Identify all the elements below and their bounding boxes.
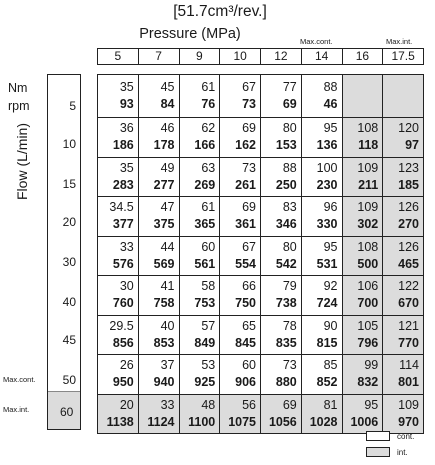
torque-value: 73 bbox=[282, 358, 297, 373]
table-cell bbox=[179, 355, 220, 395]
table-cell bbox=[98, 118, 139, 158]
speed-value: 576 bbox=[112, 256, 134, 271]
table-row bbox=[98, 157, 424, 197]
speed-value: 377 bbox=[112, 217, 134, 232]
speed-value: 261 bbox=[235, 177, 256, 192]
table-cell bbox=[98, 315, 139, 355]
speed-value: 283 bbox=[112, 177, 134, 192]
table-cell bbox=[383, 236, 424, 276]
torque-value: 96 bbox=[323, 200, 338, 215]
speed-value: 569 bbox=[153, 256, 175, 271]
speed-value: 1028 bbox=[309, 414, 338, 429]
flow-value: 50 bbox=[62, 373, 76, 387]
table-cell bbox=[261, 118, 302, 158]
table-cell bbox=[98, 276, 139, 316]
torque-value: 108 bbox=[357, 239, 379, 254]
speed-value: 849 bbox=[194, 335, 216, 350]
table-cell bbox=[179, 197, 220, 237]
torque-value: 109 bbox=[357, 200, 379, 215]
table-cell bbox=[261, 315, 302, 355]
table-cell bbox=[138, 276, 179, 316]
table-cell bbox=[179, 75, 220, 118]
pressure-header-cell: 14 bbox=[301, 49, 342, 64]
table-cell bbox=[138, 118, 179, 158]
torque-value: 60 bbox=[242, 358, 256, 373]
speed-value: 118 bbox=[358, 138, 379, 153]
pressure-header-cell: 12 bbox=[260, 49, 301, 64]
table-row bbox=[98, 355, 424, 395]
speed-unit-label: rpm bbox=[8, 99, 30, 113]
speed-value: 760 bbox=[112, 296, 134, 311]
torque-value: 123 bbox=[398, 160, 419, 175]
table-cell bbox=[98, 75, 139, 118]
table-cell bbox=[383, 315, 424, 355]
torque-value: 56 bbox=[242, 397, 256, 412]
flow-value: 10 bbox=[62, 137, 76, 151]
table-cell bbox=[383, 157, 424, 197]
table-cell bbox=[261, 75, 302, 118]
speed-value: 724 bbox=[316, 296, 338, 311]
table-cell bbox=[220, 157, 261, 197]
table-row bbox=[98, 197, 424, 237]
torque-value: 99 bbox=[364, 358, 379, 373]
table-cell bbox=[383, 276, 424, 316]
torque-value: 48 bbox=[201, 397, 216, 412]
torque-value: 95 bbox=[323, 239, 338, 254]
torque-value: 81 bbox=[323, 397, 338, 412]
table-cell bbox=[220, 118, 261, 158]
speed-value: 853 bbox=[153, 335, 175, 350]
pressure-header-cell: 5 bbox=[114, 49, 122, 63]
speed-value: 1138 bbox=[106, 414, 134, 429]
max-cont-flow-label: Max.cont. bbox=[3, 375, 36, 384]
speed-value: 1100 bbox=[188, 414, 216, 429]
speed-value: 97 bbox=[405, 138, 419, 153]
speed-value: 330 bbox=[316, 217, 338, 232]
speed-value: 852 bbox=[316, 375, 338, 390]
table-cell bbox=[220, 236, 261, 276]
torque-value: 45 bbox=[160, 80, 175, 94]
speed-value: 758 bbox=[153, 296, 175, 311]
torque-value: 40 bbox=[160, 318, 175, 333]
table-cell bbox=[220, 315, 261, 355]
table-cell bbox=[301, 157, 342, 197]
pressure-header-row bbox=[97, 48, 424, 65]
table-cell bbox=[261, 394, 302, 434]
speed-value: 76 bbox=[201, 97, 216, 111]
flow-value-column bbox=[47, 74, 81, 430]
speed-value: 84 bbox=[160, 97, 175, 111]
torque-value: 67 bbox=[242, 80, 256, 94]
flow-value: 20 bbox=[62, 215, 76, 229]
table-cell bbox=[383, 394, 424, 434]
torque-value: 37 bbox=[160, 358, 175, 373]
table-row bbox=[98, 315, 424, 355]
torque-value: 80 bbox=[282, 121, 297, 136]
torque-value: 83 bbox=[282, 200, 297, 215]
speed-value: 801 bbox=[398, 375, 419, 390]
table-cell bbox=[301, 276, 342, 316]
speed-value: 361 bbox=[235, 217, 256, 232]
torque-value: 46 bbox=[160, 121, 175, 136]
torque-value: 33 bbox=[160, 397, 175, 412]
speed-value: 270 bbox=[398, 217, 419, 232]
speed-value: 835 bbox=[275, 335, 297, 350]
table-cell bbox=[179, 236, 220, 276]
speed-value: 153 bbox=[275, 138, 297, 153]
table-cell bbox=[220, 197, 261, 237]
torque-value: 41 bbox=[160, 279, 175, 294]
table-cell bbox=[220, 276, 261, 316]
speed-value: 365 bbox=[194, 217, 216, 232]
table-cell bbox=[301, 355, 342, 395]
pressure-header-cell: 16 bbox=[342, 49, 383, 64]
torque-value: 69 bbox=[282, 397, 297, 412]
table-cell bbox=[179, 276, 220, 316]
table-cell bbox=[98, 236, 139, 276]
speed-value: 950 bbox=[112, 375, 134, 390]
table-row bbox=[98, 75, 424, 118]
table-cell bbox=[301, 75, 342, 118]
torque-value: 20 bbox=[119, 397, 134, 412]
torque-value: 77 bbox=[282, 80, 297, 94]
speed-value: 880 bbox=[275, 375, 297, 390]
displacement-title: [51.7cm³/rev.] bbox=[173, 3, 267, 20]
legend-int-swatch bbox=[366, 447, 390, 457]
table-cell bbox=[220, 75, 261, 118]
table-cell bbox=[98, 394, 139, 434]
torque-unit-label: Nm bbox=[8, 81, 28, 95]
torque-value: 88 bbox=[323, 80, 338, 94]
speed-value: 815 bbox=[316, 335, 338, 350]
torque-value: 57 bbox=[201, 318, 216, 333]
torque-value: 105 bbox=[357, 318, 379, 333]
table-cell bbox=[383, 355, 424, 395]
torque-value: 121 bbox=[398, 318, 419, 333]
speed-value: 465 bbox=[398, 256, 419, 271]
table-cell bbox=[261, 197, 302, 237]
table-cell bbox=[301, 236, 342, 276]
speed-value: 269 bbox=[194, 177, 216, 192]
table-cell bbox=[342, 236, 383, 276]
torque-value: 30 bbox=[119, 279, 134, 294]
table-cell bbox=[220, 394, 261, 434]
table-cell bbox=[179, 315, 220, 355]
table-cell bbox=[261, 276, 302, 316]
torque-value: 92 bbox=[323, 279, 338, 294]
torque-value: 53 bbox=[201, 358, 216, 373]
speed-value: 1056 bbox=[268, 414, 297, 429]
max-int-pressure-note: Max.int. bbox=[386, 37, 413, 46]
torque-value: 61 bbox=[201, 200, 216, 215]
speed-value: 136 bbox=[316, 138, 338, 153]
speed-value: 970 bbox=[398, 414, 419, 429]
table-cell bbox=[98, 197, 139, 237]
torque-value: 122 bbox=[398, 279, 419, 294]
table-cell bbox=[138, 355, 179, 395]
pressure-header-cell: 10 bbox=[219, 49, 260, 64]
table-cell bbox=[342, 157, 383, 197]
torque-value: 95 bbox=[323, 121, 338, 136]
table-row bbox=[98, 394, 424, 434]
speed-value: 561 bbox=[194, 256, 216, 271]
torque-value: 126 bbox=[398, 200, 419, 215]
flow-value: 45 bbox=[62, 333, 76, 347]
torque-value: 29.5 bbox=[109, 318, 134, 333]
table-cell bbox=[98, 157, 139, 197]
speed-value: 375 bbox=[153, 217, 175, 232]
torque-value: 106 bbox=[357, 279, 379, 294]
speed-value: 925 bbox=[194, 375, 216, 390]
pressure-header-cell: 7 bbox=[138, 49, 179, 64]
speed-value: 1006 bbox=[350, 414, 379, 429]
torque-value: 90 bbox=[323, 318, 338, 333]
torque-value: 58 bbox=[201, 279, 216, 294]
performance-table bbox=[97, 74, 424, 434]
speed-value: 738 bbox=[275, 296, 297, 311]
torque-value: 44 bbox=[160, 239, 175, 254]
table-cell bbox=[98, 355, 139, 395]
table-cell bbox=[179, 118, 220, 158]
flow-value: 5 bbox=[69, 99, 76, 113]
torque-value: 49 bbox=[160, 160, 175, 175]
torque-value: 80 bbox=[282, 239, 297, 254]
torque-value: 66 bbox=[242, 279, 256, 294]
speed-value: 832 bbox=[357, 375, 379, 390]
torque-value: 34.5 bbox=[109, 200, 134, 215]
table-cell bbox=[138, 236, 179, 276]
flow-value: 15 bbox=[62, 177, 76, 191]
table-cell bbox=[383, 197, 424, 237]
speed-value: 500 bbox=[357, 256, 379, 271]
pressure-title: Pressure (MPa) bbox=[139, 26, 241, 42]
table-cell bbox=[138, 197, 179, 237]
torque-value: 67 bbox=[242, 239, 256, 254]
speed-value: 753 bbox=[194, 296, 216, 311]
table-cell bbox=[342, 315, 383, 355]
torque-value: 69 bbox=[242, 121, 256, 136]
torque-value: 35 bbox=[119, 160, 134, 175]
table-cell bbox=[179, 394, 220, 434]
unit-labels bbox=[8, 79, 30, 115]
legend-cont-label: cont. bbox=[397, 432, 415, 441]
speed-value: 906 bbox=[235, 375, 256, 390]
table-cell bbox=[342, 75, 383, 118]
torque-value: 114 bbox=[399, 358, 419, 373]
torque-value: 47 bbox=[160, 200, 175, 215]
speed-value: 554 bbox=[235, 256, 256, 271]
speed-value: 277 bbox=[153, 177, 175, 192]
speed-value: 845 bbox=[235, 335, 256, 350]
speed-value: 230 bbox=[316, 177, 338, 192]
torque-value: 61 bbox=[201, 80, 216, 94]
speed-value: 670 bbox=[398, 296, 419, 311]
table-cell bbox=[138, 394, 179, 434]
speed-value: 69 bbox=[282, 97, 297, 111]
torque-value: 33 bbox=[119, 239, 134, 254]
speed-value: 93 bbox=[119, 97, 134, 111]
torque-value: 95 bbox=[364, 397, 379, 412]
table-cell bbox=[138, 75, 179, 118]
speed-value: 750 bbox=[235, 296, 256, 311]
speed-value: 856 bbox=[112, 335, 134, 350]
torque-value: 35 bbox=[119, 80, 134, 94]
max-cont-pressure-note: Max.cont. bbox=[300, 37, 333, 46]
torque-value: 69 bbox=[242, 200, 256, 215]
table-row bbox=[98, 118, 424, 158]
speed-value: 770 bbox=[398, 335, 419, 350]
table-cell bbox=[342, 355, 383, 395]
table-cell bbox=[261, 157, 302, 197]
speed-value: 73 bbox=[242, 97, 256, 111]
table-cell bbox=[301, 197, 342, 237]
table-row bbox=[98, 276, 424, 316]
speed-value: 46 bbox=[323, 97, 338, 111]
torque-value: 63 bbox=[201, 160, 216, 175]
torque-value: 65 bbox=[242, 318, 256, 333]
table-cell bbox=[383, 118, 424, 158]
torque-value: 109 bbox=[398, 397, 419, 412]
speed-value: 531 bbox=[316, 256, 338, 271]
speed-value: 302 bbox=[357, 217, 379, 232]
table-cell bbox=[138, 315, 179, 355]
speed-value: 542 bbox=[275, 256, 297, 271]
flow-value: 30 bbox=[62, 255, 76, 269]
torque-value: 73 bbox=[242, 160, 256, 175]
torque-value: 60 bbox=[201, 239, 216, 254]
speed-value: 1124 bbox=[147, 414, 175, 429]
legend-int-label: int. bbox=[397, 448, 408, 457]
speed-value: 211 bbox=[358, 177, 379, 192]
pressure-header-cell: 9 bbox=[179, 49, 220, 64]
table-cell bbox=[261, 236, 302, 276]
torque-value: 79 bbox=[282, 279, 297, 294]
speed-value: 185 bbox=[398, 177, 419, 192]
torque-value: 85 bbox=[323, 358, 338, 373]
torque-value: 109 bbox=[357, 160, 379, 175]
max-int-flow-label: Max.int. bbox=[3, 405, 30, 414]
pressure-header-cell: 17.5 bbox=[382, 49, 423, 64]
table-cell bbox=[342, 276, 383, 316]
speed-value: 1075 bbox=[228, 414, 256, 429]
torque-value: 36 bbox=[119, 121, 134, 136]
torque-value: 26 bbox=[119, 358, 134, 373]
speed-value: 700 bbox=[357, 296, 379, 311]
table-cell bbox=[301, 118, 342, 158]
table-cell bbox=[301, 315, 342, 355]
table-row bbox=[98, 236, 424, 276]
legend-cont-swatch bbox=[366, 431, 390, 441]
torque-value: 108 bbox=[357, 121, 379, 136]
speed-value: 178 bbox=[153, 138, 175, 153]
table-cell bbox=[301, 394, 342, 434]
table-cell bbox=[342, 394, 383, 434]
speed-value: 166 bbox=[194, 138, 216, 153]
flow-value: 40 bbox=[62, 295, 76, 309]
table-cell bbox=[342, 118, 383, 158]
speed-value: 796 bbox=[357, 335, 379, 350]
speed-value: 250 bbox=[275, 177, 297, 192]
table-cell bbox=[138, 157, 179, 197]
torque-value: 120 bbox=[398, 121, 419, 136]
torque-value: 62 bbox=[201, 121, 216, 136]
torque-value: 126 bbox=[398, 239, 419, 254]
flow-value: 60 bbox=[48, 391, 80, 429]
table-cell bbox=[383, 75, 424, 118]
table-cell bbox=[220, 355, 261, 395]
torque-value: 100 bbox=[316, 160, 338, 175]
table-cell bbox=[261, 355, 302, 395]
speed-value: 162 bbox=[235, 138, 256, 153]
table-cell bbox=[342, 197, 383, 237]
table-cell bbox=[179, 157, 220, 197]
torque-value: 78 bbox=[282, 318, 297, 333]
speed-value: 346 bbox=[275, 217, 297, 232]
speed-value: 186 bbox=[112, 138, 134, 153]
torque-value: 88 bbox=[282, 160, 297, 175]
speed-value: 940 bbox=[153, 375, 175, 390]
